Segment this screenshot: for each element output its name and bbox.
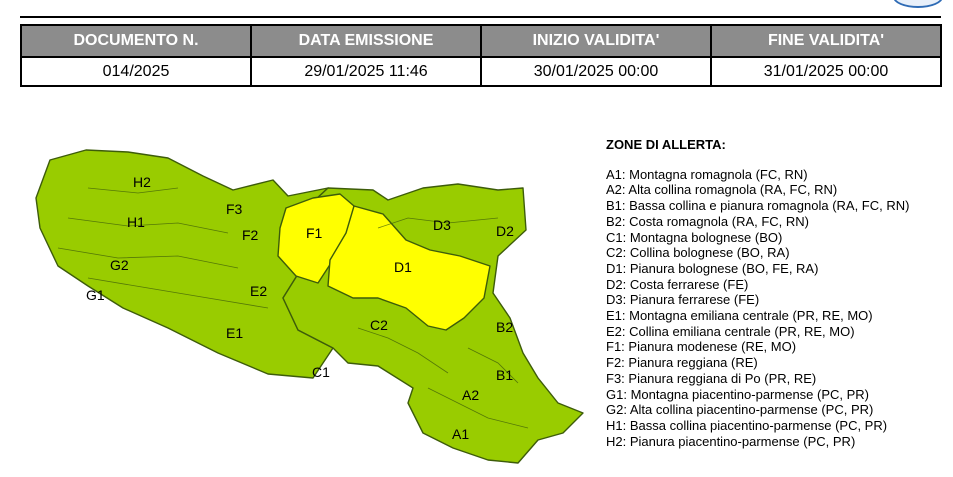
emission-date: 29/01/2025 11:46 (251, 57, 481, 86)
legend-item-h2: H2: Pianura piacentino-parmense (PC, PR) (606, 433, 856, 449)
zone-label-g1: G1 (86, 287, 105, 303)
validity-start: 30/01/2025 00:00 (481, 57, 711, 86)
validity-end: 31/01/2025 00:00 (711, 57, 941, 86)
zone-label-b2: B2 (496, 319, 514, 335)
legend-item-a1: A1: Montagna romagnola (FC, RN) (606, 166, 808, 182)
zone-label-h1: H1 (127, 214, 145, 230)
legend-item-a2: A2: Alta collina romagnola (RA, FC, RN) (606, 182, 838, 198)
zone-label-d1: D1 (394, 259, 412, 275)
header-rule (20, 16, 941, 18)
legend-item-e2: E2: Collina emiliana centrale (PR, RE, MO) (606, 323, 855, 339)
legend-item-g2: G2: Alta collina piacentino-parmense (PC, PR) (606, 402, 874, 418)
zone-label-d3: D3 (433, 217, 451, 233)
alert-zones-map (28, 148, 588, 468)
legend-list (606, 167, 946, 450)
documento-number: 014/2025 (21, 57, 251, 86)
legend-item-b1: B1: Bassa collina e pianura romagnola (RA, FC, RN) (606, 198, 910, 214)
legend-item-h1: H1: Bassa collina piacentino-parmense (PC, PR) (606, 417, 888, 433)
col-fine-validita: FINE VALIDITA' (711, 25, 941, 57)
header-row (21, 25, 941, 57)
zone-label-a2: A2 (462, 387, 480, 403)
zone-label-c2: C2 (370, 317, 388, 333)
zone-label-g2: G2 (110, 257, 129, 273)
legend-item-d3: D3: Pianura ferrarese (FE) (606, 292, 760, 308)
zone-label-e2: E2 (250, 283, 268, 299)
bulletin-info-table (20, 24, 942, 87)
zone-label-a1: A1 (452, 426, 470, 442)
zone-legend (606, 137, 946, 449)
legend-item-e1: E1: Montagna emiliana centrale (PR, RE, MO) (606, 308, 873, 324)
legend-item-d1: D1: Pianura bolognese (BO, FE, RA) (606, 260, 819, 276)
legend-item-c1: C1: Montagna bolognese (BO) (606, 229, 783, 245)
col-data-emissione: DATA EMISSIONE (251, 25, 481, 57)
legend-item-f2: F2: Pianura reggiana (RE) (606, 355, 758, 371)
zone-label-e1: E1 (226, 325, 244, 341)
legend-title: ZONE DI ALLERTA: (606, 137, 726, 152)
col-inizio-validita: INIZIO VALIDITA' (481, 25, 711, 57)
zone-label-h2: H2 (133, 174, 151, 190)
zone-label-b1: B1 (496, 367, 514, 383)
legend-item-c2: C2: Collina bolognese (BO, RA) (606, 245, 790, 261)
zone-label-f3: F3 (226, 201, 243, 217)
legend-item-f3: F3: Pianura reggiana di Po (PR, RE) (606, 370, 817, 386)
legend-item-b2: B2: Costa romagnola (RA, FC, RN) (606, 213, 810, 229)
agency-logo (893, 0, 943, 8)
zone-label-d2: D2 (496, 223, 514, 239)
col-documento: DOCUMENTO N. (21, 25, 251, 57)
zone-label-c1: C1 (312, 364, 330, 380)
zone-label-f2: F2 (242, 227, 259, 243)
legend-item-d2: D2: Costa ferrarese (FE) (606, 276, 749, 292)
legend-item-g1: G1: Montagna piacentino-parmense (PC, PR) (606, 386, 870, 402)
zone-label-f1: F1 (306, 225, 323, 241)
value-row (21, 57, 941, 86)
legend-item-f1: F1: Pianura modenese (RE, MO) (606, 339, 797, 355)
